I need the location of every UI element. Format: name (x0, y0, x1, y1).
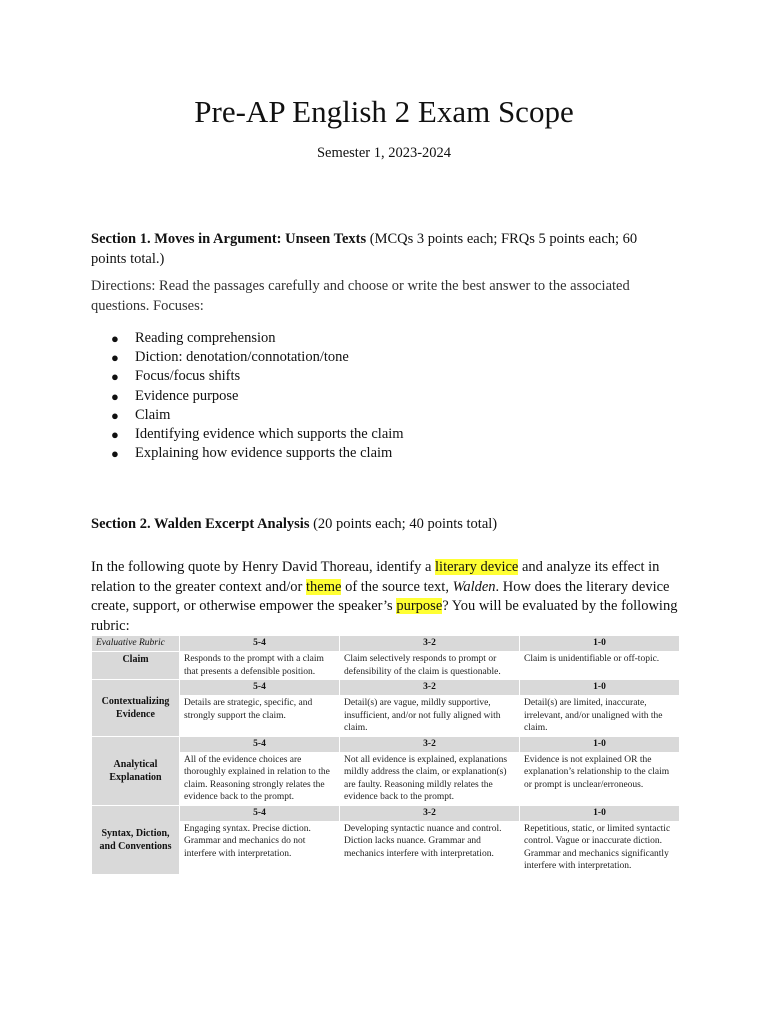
bullet-icon: ● (111, 407, 119, 423)
list-item: ● Claim (135, 406, 695, 425)
rubric-cell: Evidence is not explained OR the explanation’s relationship to the claim or prompt is unclear/erroneous. (520, 752, 680, 805)
score-header: 1-0 (520, 636, 680, 652)
section2-points: (20 points each; 40 points total) (309, 516, 498, 532)
score-header: 3-2 (340, 680, 520, 696)
page-title: Pre-AP English 2 Exam Scope (194, 94, 574, 129)
rubric-category: Contextualizing Evidence (92, 680, 180, 737)
score-header: 3-2 (340, 736, 520, 752)
table-row (92, 805, 680, 821)
section1-directions: Directions: Read the passages carefully and choose or write the best answer to the associated questions. Focuses: (91, 278, 630, 314)
list-item: ● Evidence purpose (135, 387, 695, 406)
rubric-corner-label: Evaluative Rubric (92, 636, 180, 652)
section1-points: (MCQs 3 points each; FRQs 5 points each; 60 points total.) (91, 231, 638, 267)
highlight-theme: theme (306, 578, 342, 595)
list-item: ● Focus/focus shifts (135, 367, 695, 386)
rubric-cell: Details are strategic, specific, and strongly support the claim. (180, 696, 340, 737)
bullet-icon: ● (111, 331, 119, 346)
score-header: 5-4 (180, 736, 340, 752)
section2-heading (91, 515, 671, 535)
rubric-cell: Repetitious, static, or limited syntactic control. Vague or inaccurate diction. Grammar and mechanics significantly interfere with interpretation. (520, 821, 680, 874)
section2-prompt: In the following quote by Henry David Thoreau, identify a literary device and analyze its effect in relation to the greater context and/or theme of the source text, Walden. How does the literary device create, support, or otherwise empower the speaker’s purpose? You will be evaluated by the following rubric: (91, 559, 678, 634)
score-header: 5-4 (180, 636, 340, 652)
score-header: 5-4 (180, 805, 340, 821)
rubric-cell: Developing syntactic nuance and control. Diction lacks nuance. Grammar and mechanics interfere with interpretation. (340, 821, 520, 874)
rubric-cell: Engaging syntax. Precise diction. Grammar and mechanics do not interfere with interpretation. (180, 821, 340, 874)
rubric-category: Claim (92, 652, 180, 680)
list-item: ● Identifying evidence which supports the claim (135, 425, 695, 444)
score-header: 3-2 (340, 805, 520, 821)
list-item: ● Reading comprehension (135, 329, 695, 348)
evaluative-rubric-table (91, 635, 680, 875)
rubric-cell: Claim selectively responds to prompt or defensibility of the claim is questionable. (340, 652, 520, 680)
table-row (92, 696, 680, 737)
page-subtitle: Semester 1, 2023-2024 (316, 145, 452, 161)
rubric-cell: Claim is unidentifiable or off-topic. (520, 652, 680, 680)
bullet-icon: ● (111, 446, 119, 462)
score-header: 1-0 (520, 680, 680, 696)
rubric-cell: Detail(s) are limited, inaccurate, irrelevant, and/or unaligned with the claim. (520, 696, 680, 737)
table-row (92, 680, 680, 696)
highlight-literary-device: literary device (435, 559, 519, 575)
bullet-icon: ● (111, 388, 119, 404)
rubric-cell: All of the evidence choices are thoroughly explained in relation to the claim. Reasoning strongly relates the evidence back to the prompt. (180, 752, 340, 805)
table-row (92, 736, 680, 752)
highlight-purpose: purpose (396, 598, 443, 614)
table-row (92, 821, 680, 874)
score-header: 3-2 (340, 636, 520, 652)
bullet-icon: ● (111, 350, 119, 366)
rubric-category: Analytical Explanation (92, 736, 180, 805)
focus-list (91, 329, 695, 463)
score-header: 1-0 (520, 736, 680, 752)
score-header: 1-0 (520, 805, 680, 821)
work-title: Walden (452, 578, 496, 595)
rubric-category: Syntax, Diction, and Conventions (92, 805, 180, 874)
rubric-cell: Responds to the prompt with a claim that presents a defensible position. (180, 652, 340, 680)
table-row (92, 636, 680, 652)
list-item: ● Diction: denotation/connotation/tone (135, 348, 695, 367)
section2-title: Section 2. Walden Excerpt Analysis (91, 516, 310, 532)
list-item: ● Explaining how evidence supports the claim (135, 444, 695, 463)
bullet-icon: ● (111, 369, 119, 385)
score-header: 5-4 (180, 680, 340, 696)
section1-title: Section 1. Moves in Argument: Unseen Texts (91, 231, 367, 247)
table-row (92, 752, 680, 805)
section1-heading (91, 230, 671, 269)
rubric-cell: Not all evidence is explained, explanations mildly address the claim, or explanation(s) are faulty. Reasoning mildly relates the evidence back to the prompt. (340, 752, 520, 805)
table-row (92, 652, 680, 680)
rubric-cell: Detail(s) are vague, mildly supportive, insufficient, and/or not fully aligned with claim. (340, 696, 520, 737)
bullet-icon: ● (111, 427, 119, 443)
